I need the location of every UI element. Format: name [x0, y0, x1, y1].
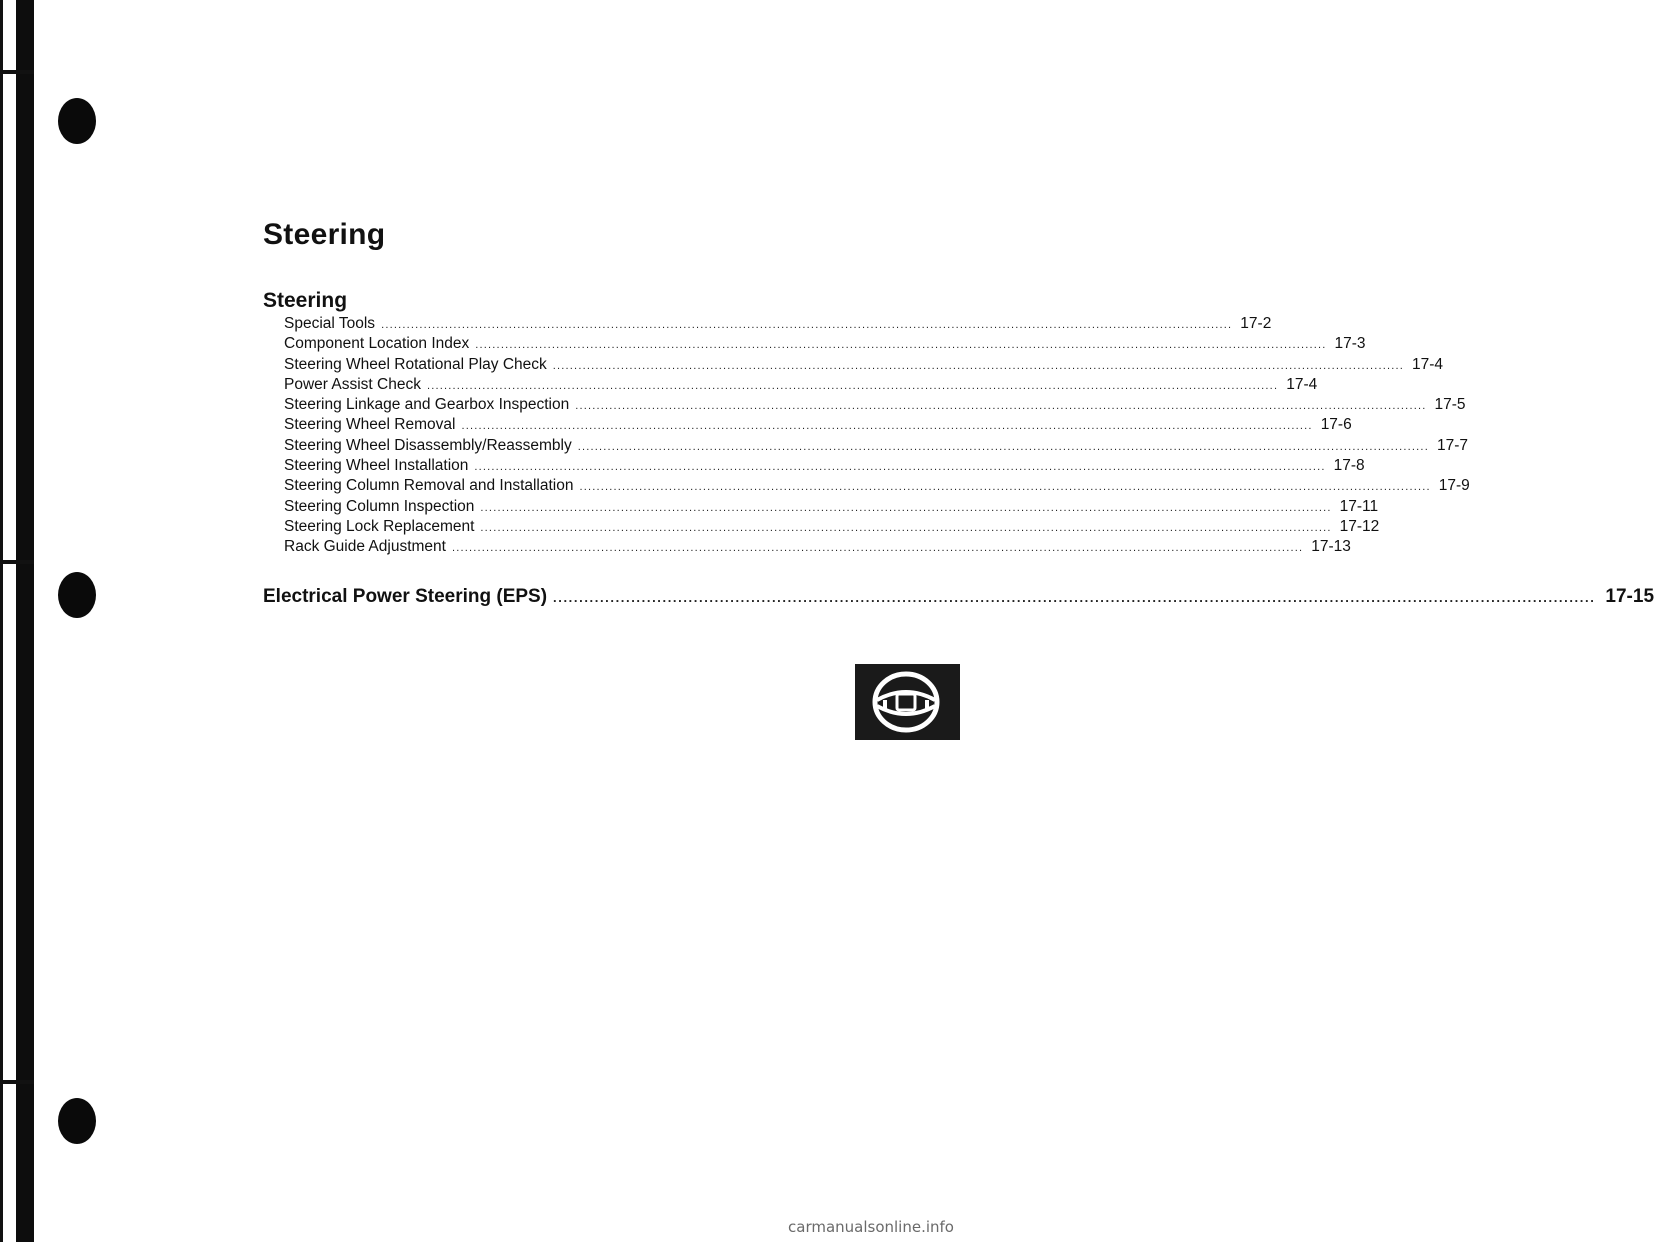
binding-edge: [0, 0, 3, 1242]
toc-entry-title: Steering Wheel Installation: [284, 457, 469, 475]
toc-entry-title: Steering Lock Replacement: [284, 517, 475, 535]
toc-entry-page: 17-4: [1412, 355, 1444, 373]
dot-leader: ........................................................................................................................................................................................................: [475, 339, 1327, 352]
toc-entry[interactable]: [284, 395, 1466, 415]
dot-leader: ........................................................................................................................................................................................................: [552, 359, 1405, 372]
toc-list: [284, 314, 1470, 558]
toc-entry-title: Steering Column Inspection: [284, 497, 475, 515]
punch-hole: [58, 1098, 96, 1144]
toc-entry-title: Rack Guide Adjustment: [284, 538, 446, 556]
dot-leader: ........................................................................................................................................................................................................: [426, 379, 1279, 392]
toc-entry-page: 17-5: [1434, 396, 1466, 414]
dot-leader: ........................................................................................................................................................................................................: [461, 420, 1313, 433]
section-title: Steering: [263, 289, 348, 312]
dot-leader: ........................................................................................................................................................................................................: [579, 481, 1431, 494]
toc-entry[interactable]: [284, 334, 1366, 354]
toc-entry-title: Component Location Index: [284, 335, 470, 353]
toc-entry-title: Steering Wheel Disassembly/Reassembly: [284, 436, 572, 454]
toc-entry-page: 17-2: [1240, 315, 1272, 332]
toc-entry-page: 17-8: [1333, 457, 1365, 475]
punch-hole: [58, 98, 96, 144]
dot-leader: ........................................................................................................................................................................................................: [553, 590, 1596, 605]
binding-bar: [16, 0, 34, 1242]
toc-entry[interactable]: [284, 375, 1318, 395]
punch-hole: [58, 572, 96, 618]
binding-tick: [0, 70, 34, 74]
dot-leader: ........................................................................................................................................................................................................: [451, 542, 1304, 555]
steering-wheel-icon: [871, 670, 941, 734]
dot-leader: ........................................................................................................................................................................................................: [575, 400, 1427, 413]
toc-entry-title: Special Tools: [284, 315, 376, 332]
dot-leader: ........................................................................................................................................................................................................: [381, 319, 1233, 331]
toc-entry-title: Steering Column Removal and Installation: [284, 477, 574, 495]
watermark: carmanualsonline.info: [788, 1218, 954, 1236]
toc-entry-page: 17-7: [1436, 436, 1468, 454]
toc-entry-page: 17-6: [1320, 416, 1352, 434]
toc-entry-title: Power Assist Check: [284, 375, 421, 393]
toc-entry[interactable]: [284, 517, 1380, 537]
dot-leader: ........................................................................................................................................................................................................: [480, 521, 1332, 534]
toc-entry[interactable]: [284, 497, 1379, 517]
toc-entry-page: 17-4: [1286, 375, 1318, 393]
toc-entry[interactable]: [284, 355, 1444, 375]
toc-entry-eps[interactable]: [263, 586, 1655, 608]
toc-entry-page: 17-13: [1311, 538, 1351, 556]
toc-entry[interactable]: [284, 537, 1351, 557]
toc-entry-page: 17-9: [1438, 477, 1470, 495]
toc-entry-page: 17-11: [1339, 497, 1379, 515]
toc-entry[interactable]: [284, 436, 1468, 456]
toc-entry[interactable]: [284, 456, 1365, 476]
toc-entry-title: Steering Wheel Removal: [284, 416, 456, 434]
dot-leader: ........................................................................................................................................................................................................: [577, 440, 1429, 453]
chapter-title: Steering: [263, 218, 386, 251]
toc-entry-title: Electrical Power Steering (EPS): [263, 586, 548, 607]
toc-entry-title: Steering Wheel Rotational Play Check: [284, 355, 547, 373]
toc-entry-page: 17-3: [1334, 335, 1366, 353]
binding-tick: [0, 1080, 34, 1084]
toc-entry-page: 17-12: [1339, 517, 1380, 535]
binding-tick: [0, 560, 34, 564]
toc-entry[interactable]: [284, 476, 1470, 496]
toc-entry[interactable]: [284, 415, 1352, 435]
dot-leader: ........................................................................................................................................................................................................: [474, 461, 1326, 474]
dot-leader: ........................................................................................................................................................................................................: [480, 501, 1332, 514]
toc-entry[interactable]: [284, 314, 1272, 334]
section-tab[interactable]: [855, 664, 960, 740]
toc-entry-page: 17-15: [1605, 586, 1655, 607]
toc-entry-title: Steering Linkage and Gearbox Inspection: [284, 396, 570, 414]
